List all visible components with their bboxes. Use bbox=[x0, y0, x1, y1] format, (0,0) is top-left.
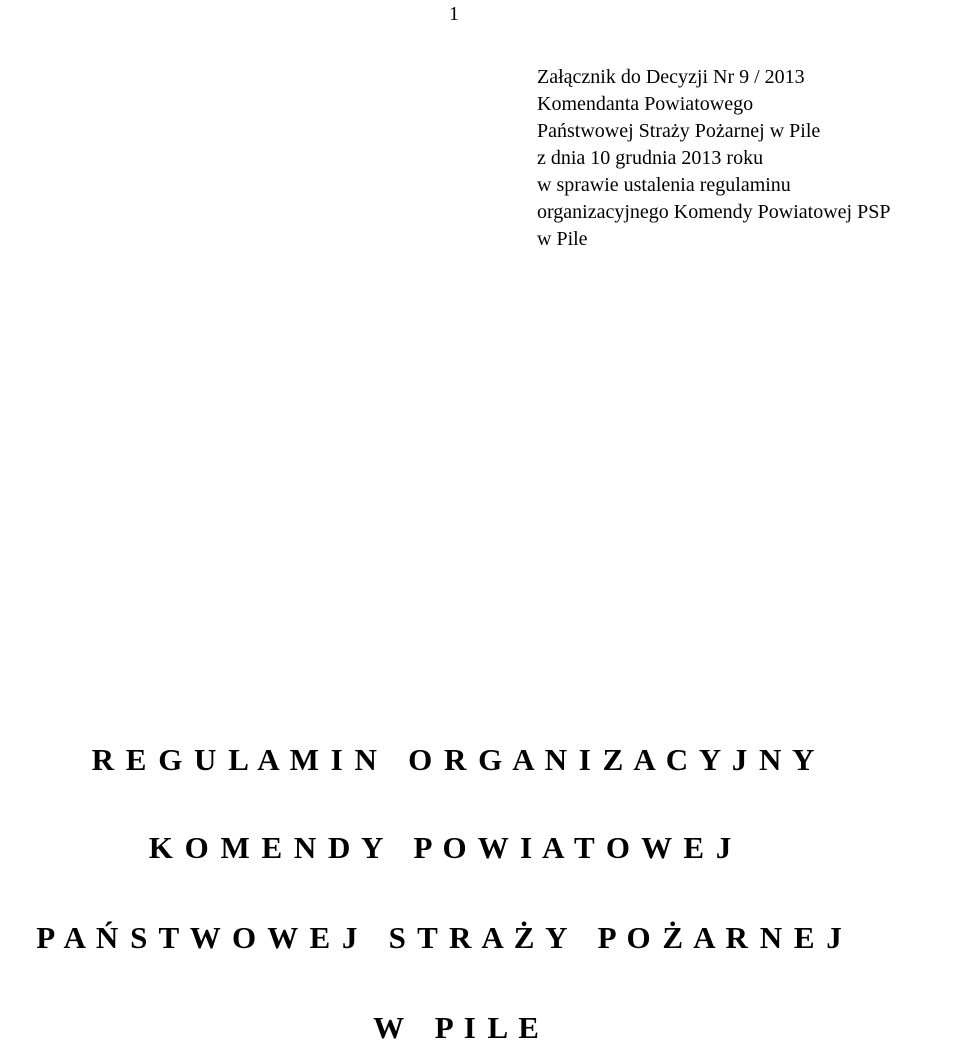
document-title-line-2: K O M E N D Y P O W I A T O W E J bbox=[148, 830, 734, 865]
document-title-line-3: P A Ń S T W O W E J S T R A Ż Y P O Ż A R N E J bbox=[36, 920, 844, 955]
document-title-line-1: R E G U L A M I N O R G A N I Z A C Y J N Y bbox=[91, 742, 817, 777]
page-number: 1 bbox=[449, 3, 459, 25]
header-line-1: Załącznik do Decyzji Nr 9 / 2013 bbox=[537, 66, 805, 88]
header-line-5: w sprawie ustalenia regulaminu bbox=[537, 174, 791, 196]
header-line-6: organizacyjnego Komendy Powiatowej PSP bbox=[537, 201, 891, 223]
attachment-header bbox=[537, 64, 957, 253]
header-line-3: Państwowej Straży Pożarnej w Pile bbox=[537, 120, 821, 142]
header-line-4: z dnia 10 grudnia 2013 roku bbox=[537, 147, 764, 169]
document-title-line-4: W P I L E bbox=[373, 1010, 541, 1045]
header-line-7: w Pile bbox=[537, 228, 588, 250]
header-line-2: Komendanta Powiatowego bbox=[537, 93, 754, 115]
